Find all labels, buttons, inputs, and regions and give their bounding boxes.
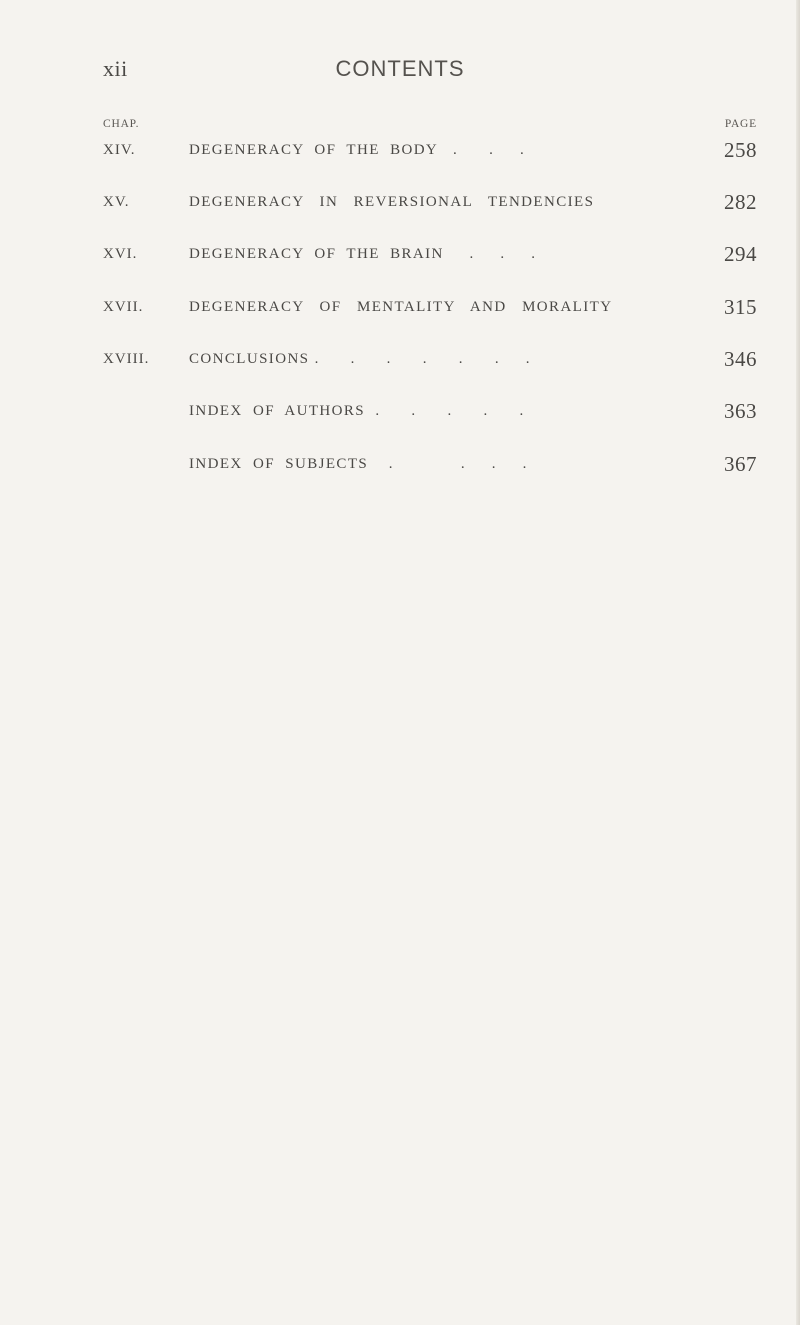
chapter-title: CONCLUSIONS . . . . . . . (189, 351, 531, 367)
chapter-title: DEGENERACY OF MENTALITY AND MORALITY (189, 299, 613, 315)
chapter-title: DEGENERACY OF THE BRAIN . . . (189, 246, 537, 262)
toc-entry (0, 347, 800, 377)
chapter-title: DEGENERACY OF THE BODY . . . (189, 142, 526, 158)
chapter-title: INDEX OF AUTHORS . . . . . (189, 403, 525, 419)
chapter-number: XVII. (103, 299, 144, 315)
chapter-number: XVI. (103, 246, 138, 262)
page-reference: 367 (724, 452, 757, 476)
toc-entry (0, 138, 800, 168)
toc-entry (0, 452, 800, 482)
toc-entry (0, 242, 800, 272)
chapter-number: XV. (103, 194, 130, 210)
toc-entry (0, 399, 800, 429)
page-reference: 294 (724, 242, 757, 266)
page-reference: 315 (724, 295, 757, 319)
page-column-label: PAGE (724, 118, 757, 130)
page-number: xii (103, 56, 128, 81)
running-title: CONTENTS (335, 56, 465, 81)
chapter-title: INDEX OF SUBJECTS . . . . (189, 456, 528, 472)
toc-entry (0, 295, 800, 325)
chapter-number: XIV. (103, 142, 136, 158)
page-reference: 258 (724, 138, 757, 162)
page-edge (796, 0, 800, 1325)
page-reference: 346 (724, 347, 757, 371)
toc-entry (0, 190, 800, 220)
chapter-column-label: CHAP. (103, 118, 140, 130)
chapter-number: XVIII. (103, 351, 150, 367)
chapter-title: DEGENERACY IN REVERSIONAL TENDENCIES (189, 194, 595, 210)
page-reference: 363 (724, 399, 757, 423)
page-reference: 282 (724, 190, 757, 214)
